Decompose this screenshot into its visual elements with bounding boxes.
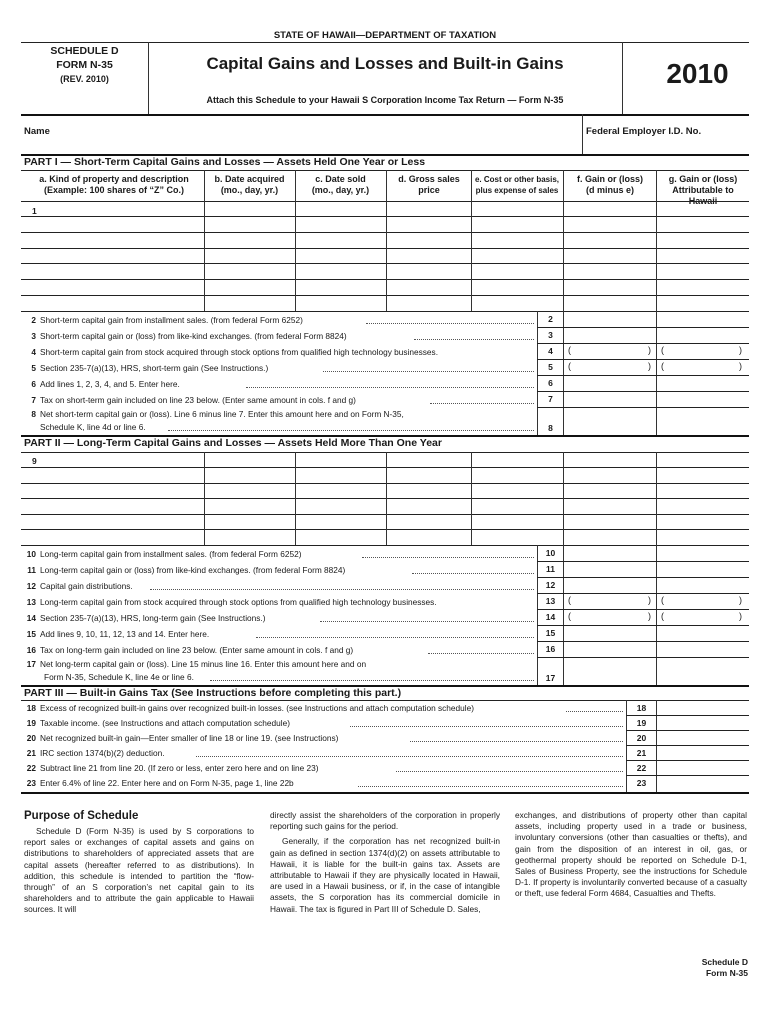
line-8-cont: Schedule K, line 4d or line 6. [40, 422, 146, 432]
col-c-header: c. Date sold (mo., day, yr.) [311, 174, 370, 195]
tax-year: 2010 [666, 58, 729, 89]
fein-label: Federal Employer I.D. No. [586, 126, 702, 137]
line-10: 10 Long-term capital gain from installment sales. (from federal Form 6252) [26, 549, 302, 559]
name-field[interactable] [24, 138, 580, 152]
col-a-header: a. Kind of property and description (Example: 100 shares of “Z” Co.) [39, 174, 189, 195]
attach-instruction: Attach this Schedule to your Hawaii S Corporation Income Tax Return — Form N-35 [206, 95, 564, 105]
line-17-cont: Form N-35, Schedule K, line 4e or line 6. [44, 672, 194, 682]
line-4: 4 Short-term capital gain from stock acquired through stock options from qualified high technology businesses. [31, 347, 438, 357]
part3-title: PART III — Built-in Gains Tax (See Instructions before completing this part.) [24, 687, 402, 699]
form-title: Capital Gains and Losses and Built-in Gains [206, 54, 564, 73]
schedule-label: SCHEDULE D [50, 45, 119, 57]
department-header: STATE OF HAWAII—DEPARTMENT OF TAXATION [273, 30, 497, 41]
col-b-header: b. Date acquired (mo., day, yr.) [214, 174, 285, 195]
purpose-heading: Purpose of Schedule [24, 810, 139, 822]
purpose-column-2: directly assist the shareholders of the corporation in properly reporting such gains for the period. Generally, if the corporation has net recognized built-in gain as defined in section 1374(d)(2) on assets attributable to Hawaii, it is liable for the built-in gains tax. Assets are attributable to Hawaii if they are physically located in Hawaii, are used in a Hawaii business, or if, in the case of intangible assets, the S corporation has its commercial domicile in Hawaii. The tax is figured in Part III of Schedule D. Sales, [270, 810, 500, 914]
line-15: 15 Add lines 9, 10, 11, 12, 13 and 14. Enter here. [26, 629, 210, 639]
line-17: 17 Net long-term capital gain or (loss). Line 15 minus line 16. Enter this amount here and on [26, 659, 367, 669]
line-7: 7 Tax on short-term gain included on line 23 below. (Enter same amount in cols. f and g) [31, 395, 356, 405]
part1-title: PART I — Short-Term Capital Gains and Losses — Assets Held One Year or Less [24, 156, 426, 168]
line-12: 12 Capital gain distributions. [26, 581, 133, 591]
line-20: 20 Net recognized built-in gain—Enter smaller of line 18 or line 19. (see Instructions) [26, 733, 339, 743]
footer-form-id: Schedule D Form N-35 [701, 957, 748, 978]
purpose-column-1: Schedule D (Form N-35) is used by S corporations to report sales or exchanges of capital assets and gains on distributions to shareholders of appreciated assets that are capital assets (hereafter referred to as distributions). In addition, this schedule is intended to partition the “flow-through” of an S corporation’s net capital gain to its shareholders and to attribute the gain applicable to Hawaii sources. It will [24, 826, 254, 915]
line-23: 23 Enter 6.4% of line 22. Enter here and on Form N-35, page 1, line 22b [26, 778, 294, 788]
line-2: 2 Short-term capital gain from installment sales. (from federal Form 6252) [31, 315, 303, 325]
line-21: 21 IRC section 1374(b)(2) deduction. [26, 748, 165, 758]
line-19: 19 Taxable income. (see Instructions and attach computation schedule) [26, 718, 290, 728]
line-5: 5 Section 235-7(a)(13), HRS, short-term gain (See Instructions.) [31, 363, 269, 373]
line-18: 18 Excess of recognized built-in gains over recognized built-in losses. (see Instructions and attach computation schedule) [26, 703, 474, 713]
name-label: Name [24, 126, 50, 137]
header-rule [21, 42, 749, 43]
form-label: FORM N-35 [56, 59, 113, 71]
schedule-id-block [22, 44, 147, 86]
line-6: 6 Add lines 1, 2, 3, 4, and 5. Enter here. [31, 379, 180, 389]
line-22: 22 Subtract line 21 from line 20. (If zero or less, enter zero here and on line 23) [26, 763, 319, 773]
part2-title: PART II — Long-Term Capital Gains and Losses — Assets Held More Than One Year [24, 437, 442, 449]
line9-number: 9 [32, 456, 37, 466]
line-14: 14 Section 235-7(a)(13), HRS, long-term gain (See Instructions.) [26, 613, 266, 623]
col-g-header: g. Gain or (loss) Attributable to Hawaii [668, 174, 738, 206]
purpose-column-3: exchanges, and distributions of property other than capital assets, including property used in a trade or business, involuntary conversions (other than casualties or thefts), and gain from the disposition of an interest in oil, gas, or geothermal property should be reported on Schedule D-1, Sales of Business Property, see the instructions for Schedule D-1. If property is involuntarily converted because of a casualty or theft, use federal Form 4684, Casualties and Thefts. [515, 810, 747, 899]
fein-field[interactable] [586, 138, 746, 152]
col-d-header: d. Gross sales price [398, 174, 460, 195]
line-16: 16 Tax on long-term gain included on line 23 below. (Enter same amount in cols. f and g) [26, 645, 354, 655]
line1-number: 1 [32, 206, 37, 216]
line-3: 3 Short-term capital gain or (loss) from like-kind exchanges. (from federal Form 8824) [31, 331, 347, 341]
col-f-header: f. Gain or (loss) (d minus e) [576, 174, 643, 195]
line-11: 11 Long-term capital gain or (loss) from like-kind exchanges. (from federal Form 8824) [27, 565, 346, 575]
line-8: 8 Net short-term capital gain or (loss). Line 6 minus line 7. Enter this amount here and on Form N-35, [31, 409, 404, 419]
col-e-header: e. Cost or other basis, plus expense of sales [474, 175, 560, 195]
line-13: 13 Long-term capital gain from stock acquired through stock options from qualified high technology businesses. [26, 597, 437, 607]
revision-label: (REV. 2010) [60, 74, 109, 84]
